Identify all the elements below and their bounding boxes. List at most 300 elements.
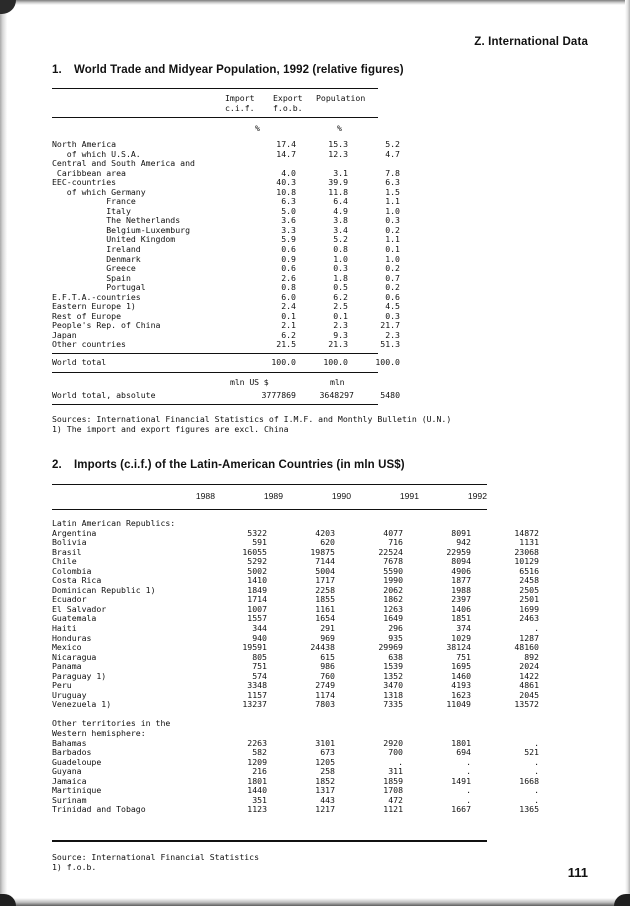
table-2-row-label: Guatemala <box>52 613 97 624</box>
table-2-row-value: 8091 <box>451 527 471 538</box>
table-2-column-header: 1992 <box>467 491 487 501</box>
table-2-row-label: Guadeloupe <box>52 756 102 767</box>
table-2-row-label: Ecuador <box>52 594 87 605</box>
table-2-row-value: 2397 <box>451 594 471 605</box>
table-2-row-value: 344 <box>252 623 267 634</box>
table-2-row-value: 2458 <box>519 575 539 586</box>
table-2-row-value: 1801 <box>451 737 471 748</box>
table-2-row-value: 582 <box>252 747 267 758</box>
table-2-row-value: 4906 <box>451 565 471 576</box>
table-2-row-value: 1623 <box>451 689 471 700</box>
table-2-row-value: 1668 <box>519 775 539 786</box>
table-2-row-value: 1539 <box>383 661 403 672</box>
table-2-row-value: 216 <box>252 766 267 777</box>
table-2-row-value: 620 <box>320 537 335 548</box>
table-1-row-import: 0.6 <box>281 244 296 255</box>
table-2-row-value: 1855 <box>315 594 335 605</box>
table-2-row-value: 574 <box>252 670 267 681</box>
table-2-row-value: 969 <box>320 632 335 643</box>
table-2-row-value: 5002 <box>247 565 267 576</box>
table-1-row-export: 21.3 <box>328 339 348 350</box>
table-2-row-value: 2263 <box>247 737 267 748</box>
table-2-row-value: 694 <box>456 747 471 758</box>
table-2-row-value: 2463 <box>519 613 539 624</box>
table-2-row-value: 3101 <box>315 737 335 748</box>
table-2-row-value: 1123 <box>247 804 267 815</box>
table-1-row-export: 39.9 <box>328 177 348 188</box>
table-2-row-value: 3348 <box>247 680 267 691</box>
table-2-row-value: 1852 <box>315 775 335 786</box>
table-1-row-label: Denmark <box>52 253 141 264</box>
table-2-row-value: 11049 <box>446 699 471 710</box>
table-2-row-value: 751 <box>252 661 267 672</box>
table-1-row-label: EEC-countries <box>52 177 117 188</box>
table-2-row-value: 1410 <box>247 575 267 586</box>
table-2-row-label: Martinique <box>52 785 102 796</box>
table-2-row-value: 2920 <box>383 737 403 748</box>
table-2-source-line-1: Source: International Financial Statistics <box>52 852 260 862</box>
table-2-row-value: 4203 <box>315 527 335 538</box>
table-2-row-value: 1714 <box>247 594 267 605</box>
table-2-row-value: 591 <box>252 537 267 548</box>
table-1-absolute-row <box>52 390 400 401</box>
table-2-row-value: 2501 <box>519 594 539 605</box>
table-1-row-population: 0.3 <box>385 215 400 226</box>
table-2-row-value: 3470 <box>383 680 403 691</box>
table-2-row-value: 1801 <box>247 775 267 786</box>
table-2-row-value: 22524 <box>378 546 403 557</box>
table-1-row-export: 4.9 <box>333 205 348 216</box>
table-2-row-value: . <box>534 756 539 767</box>
table-2-row-value: 7803 <box>315 699 335 710</box>
table-2-row-value: . <box>466 756 471 767</box>
table-1-unit-percent-left: % <box>255 123 260 133</box>
table-2-row-value: 1209 <box>247 756 267 767</box>
table-1-row-import: 4.0 <box>281 167 296 178</box>
table-2-row-value: 8094 <box>451 556 471 567</box>
table-1-row-population: 2.3 <box>385 329 400 340</box>
table-1-row-population: 1.1 <box>385 234 400 245</box>
table-2-row-label: Dominican Republic 1) <box>52 584 156 595</box>
table-2-row-value: 1029 <box>451 632 471 643</box>
page-edge-top <box>0 0 630 5</box>
table-1-row-export: 3.4 <box>333 224 348 235</box>
table-2-row-value: . <box>398 756 403 767</box>
table-2-row-value: 7678 <box>383 556 403 567</box>
table-1-row-population: 0.7 <box>385 272 400 283</box>
table-1-row-import: 3.3 <box>281 224 296 235</box>
table-2-row-value: . <box>534 737 539 748</box>
table-1-row-import: 14.7 <box>276 148 296 159</box>
table-1-row-label: Eastern Europe 1) <box>52 301 136 312</box>
table-2-row-value: 1365 <box>519 804 539 815</box>
table-2-bottom-rule <box>52 840 487 842</box>
table-1-col2-header-line2: f.o.b. <box>273 102 303 113</box>
table-2-row-value: 472 <box>388 794 403 805</box>
table-2-row-value: 521 <box>524 747 539 758</box>
table-1-row-label: Greece <box>52 263 136 274</box>
table-2-group-heading: Latin American Republics: <box>52 518 176 528</box>
table-2-row-value: 1460 <box>451 670 471 681</box>
table-2-row-value: 24438 <box>310 642 335 653</box>
table-2-row-value: 1352 <box>383 670 403 681</box>
table-1-row-label: of which Germany <box>52 186 146 197</box>
table-1-row-import: 0.6 <box>281 263 296 274</box>
table-2-row-value: . <box>466 785 471 796</box>
table-2-row-value: 638 <box>388 651 403 662</box>
table-2-row-value: 1318 <box>383 689 403 700</box>
page-edge-bottom <box>0 898 630 906</box>
table-2-title-text: Imports (c.i.f.) of the Latin-American Countries (in mln US$) <box>74 459 405 471</box>
table-2-row-value: 443 <box>320 794 335 805</box>
table-1-row-export: 9.3 <box>333 329 348 340</box>
table-2-row-value: 700 <box>388 747 403 758</box>
table-1-number: 1. <box>52 64 62 76</box>
table-1-total-export: 100.0 <box>323 357 348 367</box>
table-2-row-value: 13572 <box>514 699 539 710</box>
table-1-row-import: 0.1 <box>281 310 296 321</box>
table-2-row-label: Chile <box>52 556 77 567</box>
table-2-row-label: Venezuela 1) <box>52 699 112 710</box>
table-1-row-import: 2.1 <box>281 320 296 331</box>
table-2-row-label: Peru <box>52 680 72 691</box>
table-2-row-value: 1007 <box>247 603 267 614</box>
table-2-row-value: 5590 <box>383 565 403 576</box>
table-2-row-label: Nicaragua <box>52 651 97 662</box>
table-2-row-value: 1988 <box>451 584 471 595</box>
table-2-row-value: 4077 <box>383 527 403 538</box>
page-corner-bottom-right <box>614 894 630 906</box>
table-2-row-value: 2045 <box>519 689 539 700</box>
table-2-row-value: 48160 <box>514 642 539 653</box>
table-2-row-value: 1287 <box>519 632 539 643</box>
table-2-row-label: Haiti <box>52 623 77 634</box>
table-1-row-import: 40.3 <box>276 177 296 188</box>
table-2-row-value: 38124 <box>446 642 471 653</box>
table-1-row-import: 0.8 <box>281 282 296 293</box>
table-1-row-import: 0.9 <box>281 253 296 264</box>
table-2-row-label: Uruguay <box>52 689 87 700</box>
table-1-row-label: The Netherlands <box>52 215 181 226</box>
table-2-row-value: 1990 <box>383 575 403 586</box>
table-2-row-value: 22959 <box>446 546 471 557</box>
table-2-row-label: Brasil <box>52 546 82 557</box>
table-1-row-import: 6.0 <box>281 291 296 302</box>
table-2-column-header: 1990 <box>331 491 351 501</box>
table-2-row-value: 1131 <box>519 537 539 548</box>
table-2-group-heading: Western hemisphere: <box>52 728 146 739</box>
table-2-row-value: 13237 <box>242 699 267 710</box>
table-2-header-rule <box>52 509 487 510</box>
table-2-row-label: Paraguay 1) <box>52 670 107 681</box>
table-1-row-population: 0.6 <box>385 291 400 302</box>
table-2-row-value: 258 <box>320 766 335 777</box>
table-2-row-label: Bolivia <box>52 537 87 548</box>
table-2-row-value: 1667 <box>451 804 471 815</box>
table-2-row-value: 1557 <box>247 613 267 624</box>
table-1-row-population: 1.0 <box>385 253 400 264</box>
table-1-total-population: 100.0 <box>375 357 400 367</box>
table-2-row-value: 1491 <box>451 775 471 786</box>
table-1-absolute-unit-right: mln <box>330 377 345 387</box>
table-1-row-export: 3.1 <box>333 167 348 178</box>
table-2-row-value: 1157 <box>247 689 267 700</box>
table-1-row-export: 1.0 <box>333 253 348 264</box>
table-1-col1-header-line1: Import <box>225 93 255 103</box>
table-2-title <box>52 459 405 471</box>
table-1-row-label: Ireland <box>52 244 141 255</box>
table-1-row-label: Other countries <box>52 339 126 350</box>
table-1-row-population: 21.7 <box>380 320 400 331</box>
table-2-row-value: . <box>534 785 539 796</box>
table-1-row-population: 0.1 <box>385 244 400 255</box>
table-2-row-value: 673 <box>320 747 335 758</box>
table-2-row-value: . <box>534 623 539 634</box>
table-1-row-export: 0.8 <box>333 244 348 255</box>
table-2-row-label: Bahamas <box>52 737 87 748</box>
table-1-row-label: Spain <box>52 272 131 283</box>
table-2-row-value: 5004 <box>315 565 335 576</box>
table-1-row-population: 7.8 <box>385 167 400 178</box>
table-2-row-value: 935 <box>388 632 403 643</box>
table-2-row-value: 4193 <box>451 680 471 691</box>
table-2-row-value: 1859 <box>383 775 403 786</box>
table-2-row-value: 5322 <box>247 527 267 538</box>
table-1-row-population: 1.0 <box>385 205 400 216</box>
page-corner-bottom-left <box>0 894 16 906</box>
table-2-row-value: 2749 <box>315 680 335 691</box>
table-2-row-value: 760 <box>320 670 335 681</box>
table-1-row-population: 0.3 <box>385 310 400 321</box>
table-2-row-value: 374 <box>456 623 471 634</box>
table-2-row-value: 1440 <box>247 785 267 796</box>
table-2-row-value: 7335 <box>383 699 403 710</box>
table-1-row-export: 0.5 <box>333 282 348 293</box>
table-1-row-population: 0.2 <box>385 224 400 235</box>
table-2-row-label: El Salvador <box>52 603 107 614</box>
table-1-row-label: Central and South America and <box>52 158 195 169</box>
table-2-row-value: 4861 <box>519 680 539 691</box>
table-1-source-line-2: 1) The import and export figures are excl. China <box>52 424 289 434</box>
table-1-row-population: 6.3 <box>385 177 400 188</box>
table-2-row-value: 19875 <box>310 546 335 557</box>
table-1-title <box>52 64 404 76</box>
table-1-row-label: of which U.S.A. <box>52 148 141 159</box>
table-1-row-import: 6.2 <box>281 329 296 340</box>
table-1-row-label: Portugal <box>52 282 146 293</box>
table-1-row-label: Italy <box>52 205 131 216</box>
table-2-row-value: 716 <box>388 537 403 548</box>
table-1-row-export: 2.5 <box>333 301 348 312</box>
table-2-row-value: . <box>534 794 539 805</box>
table-2-row-value: 1317 <box>315 785 335 796</box>
table-1-row-export: 6.2 <box>333 291 348 302</box>
page-edge-right <box>625 0 630 906</box>
table-1-row-label: People's Rep. of China <box>52 320 161 331</box>
table-1-row-import: 10.8 <box>276 186 296 197</box>
table-1-row-population: 4.7 <box>385 148 400 159</box>
table-2-row-value: 16055 <box>242 546 267 557</box>
table-2-row-value: 942 <box>456 537 471 548</box>
table-2-row-value: 351 <box>252 794 267 805</box>
table-2-row-value: 1161 <box>315 603 335 614</box>
table-1-row-label: Belgium-Luxemburg <box>52 224 191 235</box>
page-corner-top-left <box>0 0 16 14</box>
table-2-top-rule <box>52 484 487 485</box>
table-1-row-label: Caribbean area <box>52 167 126 178</box>
table-2-row-value: 940 <box>252 632 267 643</box>
table-2-row-value: 2258 <box>315 584 335 595</box>
table-2-row-value: 2062 <box>383 584 403 595</box>
table-1-row-import: 21.5 <box>276 339 296 350</box>
table-1-title-text: World Trade and Midyear Population, 1992 (relative figures) <box>74 64 404 76</box>
table-2-row-value: 19591 <box>242 642 267 653</box>
table-2-row-value: 1717 <box>315 575 335 586</box>
table-2-row-value: 291 <box>320 623 335 634</box>
table-1-row-population: 1.1 <box>385 196 400 207</box>
table-2-row-value: 1205 <box>315 756 335 767</box>
table-1-col2-header-line1: Export <box>273 93 303 103</box>
page-number: 111 <box>567 865 588 880</box>
table-2-row-value: 1406 <box>451 603 471 614</box>
table-1-row-import: 6.3 <box>281 196 296 207</box>
table-2-row-value: 1862 <box>383 594 403 605</box>
table-1-row-population: 0.2 <box>385 282 400 293</box>
table-1-row-export: 1.8 <box>333 272 348 283</box>
table-1-total-top-rule <box>52 353 378 354</box>
table-2-row-value: . <box>466 794 471 805</box>
table-1-total-import: 100.0 <box>271 357 296 367</box>
table-2-row-value: 1695 <box>451 661 471 672</box>
table-2-row-value: 23068 <box>514 546 539 557</box>
table-1-row-population: 0.2 <box>385 263 400 274</box>
table-1-absolute-population: 5480 <box>380 390 400 400</box>
table-2-row-label: Barbados <box>52 747 92 758</box>
table-2-number: 2. <box>52 459 62 471</box>
table-2-row-value: 1217 <box>315 804 335 815</box>
table-2-row-label: Honduras <box>52 632 92 643</box>
table-2-column-header: 1989 <box>263 491 283 501</box>
table-2-row-label: Trinidad and Tobago <box>52 804 146 815</box>
table-2-row-value: 1422 <box>519 670 539 681</box>
table-1-row-import: 2.4 <box>281 301 296 312</box>
table-1-row-export: 12.3 <box>328 148 348 159</box>
table-1-row-export: 11.8 <box>328 186 348 197</box>
table-1-row-export: 5.2 <box>333 234 348 245</box>
table-1-bottom-rule <box>52 404 378 405</box>
table-1-absolute-unit-left: mln US $ <box>230 377 269 387</box>
table-1-row-label: Japan <box>52 329 77 340</box>
table-2-row-value: 10129 <box>514 556 539 567</box>
table-1-row-import: 5.0 <box>281 205 296 216</box>
table-2-row-value: 986 <box>320 661 335 672</box>
table-1-absolute-export: 3648297 <box>319 390 354 400</box>
table-2-row-value: 892 <box>524 651 539 662</box>
running-head: Z. International Data <box>474 36 588 48</box>
table-1-col3-header: Population <box>316 93 366 103</box>
table-2-row-value: 2505 <box>519 584 539 595</box>
table-1-row-import: 17.4 <box>276 139 296 149</box>
table-2-row-label: Mexico <box>52 642 82 653</box>
table-2-row-value: 6516 <box>519 565 539 576</box>
table-1-header-rule <box>52 117 378 118</box>
table-1-row-export: 2.3 <box>333 320 348 331</box>
table-2-row-value: . <box>466 766 471 777</box>
table-2-row-value: 1121 <box>383 804 403 815</box>
table-2-row-value: 1849 <box>247 584 267 595</box>
table-2-group-heading: Other territories in the <box>52 718 171 729</box>
table-2-row-value: 1877 <box>451 575 471 586</box>
table-1-row-import: 3.6 <box>281 215 296 226</box>
table-2-row-value: . <box>534 766 539 777</box>
table-2-row-value: 805 <box>252 651 267 662</box>
table-2-row-value: 29969 <box>378 642 403 653</box>
table-2-row-label: Surinam <box>52 794 87 805</box>
table-1-col1-header-line2: c.i.f. <box>225 102 255 113</box>
table-2-column-header: 1988 <box>195 491 215 501</box>
table-1-row-import: 5.9 <box>281 234 296 245</box>
table-2-column-header: 1991 <box>399 491 419 501</box>
table-2-row-label: Argentina <box>52 527 97 538</box>
table-2-row-value: 296 <box>388 623 403 634</box>
table-2-row-label: Colombia <box>52 565 92 576</box>
table-2-row-value: 2024 <box>519 661 539 672</box>
table-1-unit-percent-right: % <box>337 123 342 133</box>
table-1-row-export: 6.4 <box>333 196 348 207</box>
table-1-row-label: France <box>52 196 136 207</box>
table-2-source-line-2: 1) f.o.b. <box>52 862 97 872</box>
table-1-row-population: 5.2 <box>385 139 400 149</box>
table-1-row-population: 51.3 <box>380 339 400 350</box>
table-2-row-value: 1708 <box>383 785 403 796</box>
table-2-row-label: Costa Rica <box>52 575 102 586</box>
table-2-row-value: 1654 <box>315 613 335 624</box>
table-2-row-value: 1649 <box>383 613 403 624</box>
table-1-row-population: 4.5 <box>385 301 400 312</box>
table-2-row-value: 615 <box>320 651 335 662</box>
table-1-row-label: E.F.T.A.-countries <box>52 291 141 302</box>
table-2-row-value: 5292 <box>247 556 267 567</box>
table-1-row-label: Rest of Europe <box>52 310 122 321</box>
table-1-total-label: World total <box>52 357 107 367</box>
table-2-row-label: Jamaica <box>52 775 87 786</box>
table-1-absolute-label: World total, absolute <box>52 390 156 400</box>
table-1-top-rule <box>52 88 378 89</box>
table-1-row-export: 0.3 <box>333 263 348 274</box>
table-1-row-import: 2.6 <box>281 272 296 283</box>
table-2-row-value: 14872 <box>514 527 539 538</box>
table-1-row-export: 0.1 <box>333 310 348 321</box>
table-1-row-label: United Kingdom <box>52 234 176 245</box>
table-1-row-export: 3.8 <box>333 215 348 226</box>
table-1-unit-rule <box>52 372 378 373</box>
table-2-row-value: 1263 <box>383 603 403 614</box>
table-1-absolute-import: 3777869 <box>261 390 296 400</box>
table-2-row-value: 7144 <box>315 556 335 567</box>
table-2-row-value: 751 <box>456 651 471 662</box>
page-edge-left <box>0 0 7 906</box>
table-2-row-value: 1699 <box>519 603 539 614</box>
table-1-row-population: 1.5 <box>385 186 400 197</box>
table-2-row-value: 311 <box>388 766 403 777</box>
table-2-row-label: Guyana <box>52 766 82 777</box>
table-1-row-export: 15.3 <box>328 139 348 149</box>
table-1-source-line-1: Sources: International Financial Statistics of I.M.F. and Monthly Bulletin (U.N.) <box>52 414 452 424</box>
table-2-row-label: Panama <box>52 661 82 672</box>
table-1-total-row <box>52 357 400 368</box>
table-2-row-value: 1174 <box>315 689 335 700</box>
table-2-row-value: 1851 <box>451 613 471 624</box>
